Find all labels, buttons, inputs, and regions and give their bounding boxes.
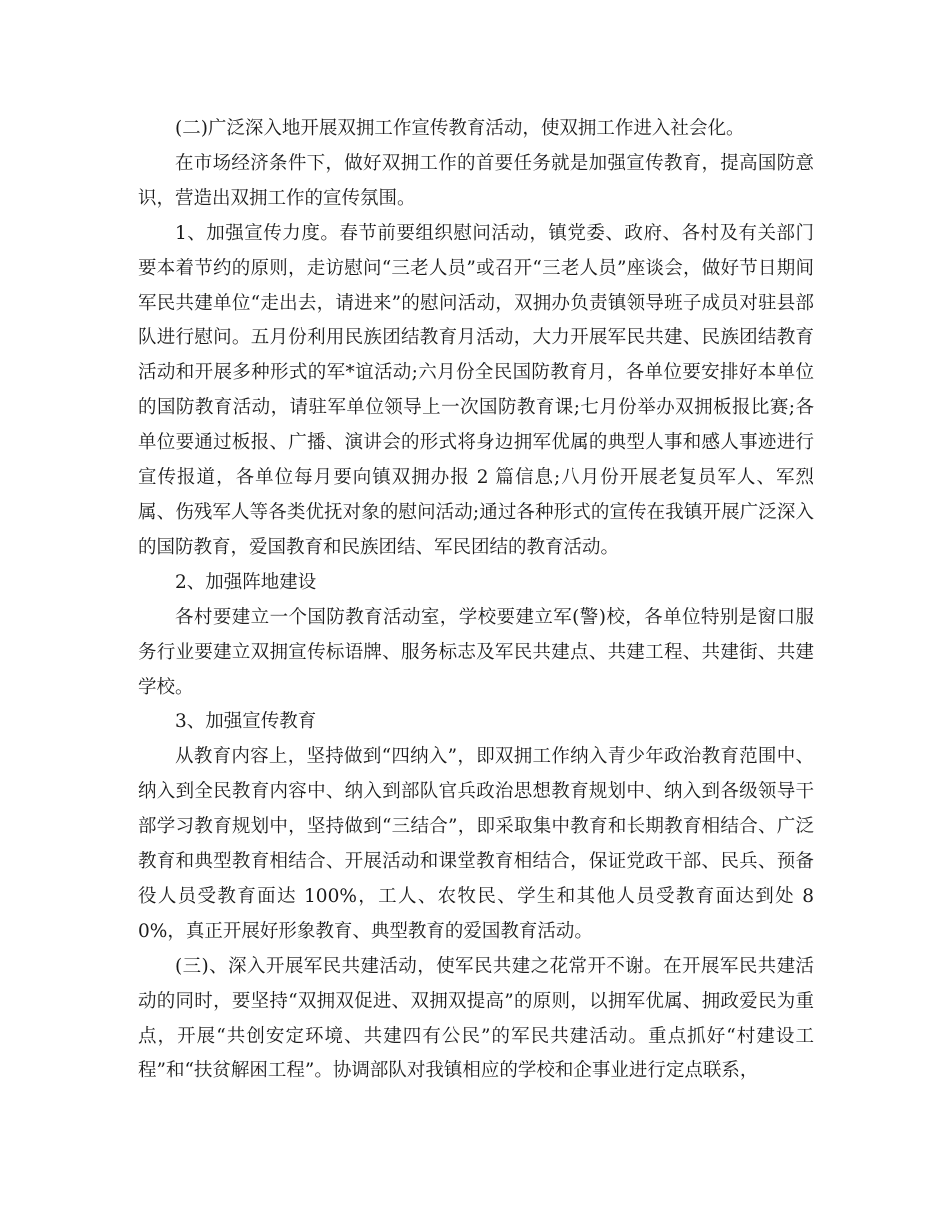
paragraph: 在市场经济条件下，做好双拥工作的首要任务就是加强宣传教育，提高国防意识，营造出双拥工作的宣传氛围。 [138, 152, 814, 209]
section-heading-2: (二)广泛深入地开展双拥工作宣传教育活动，使双拥工作进入社会化。 [175, 118, 745, 139]
section-heading-3: (三)、深入开展军民共建活动，使军民共建之花常开不谢。在开展军民共建活动的同时，要坚持“双拥双促进、双拥双提高”的原则，以拥军优属、拥政爱民为重点，开展“共创安定环境、共建四有公民”的军民共建活动。重点抓好“村建设工程”和“扶贫解困工程”。协调部队对我镇相应的学校和企事业进行定点联系， [138, 955, 814, 1082]
paragraph: 从教育内容上，坚持做到“四纳入”，即双拥工作纳入青少年政治教育范围中、纳入到全民教育内容中、纳入到部队官兵政治思想教育规划中、纳入到各级领导干部学习教育规划中，坚持做到“三结合”，即采取集中教育和长期教育相结合、广泛教育和典型教育相结合、开展活动和课堂教育相结合，保证党政干部、民兵、预备役人员受教育面达 100%，工人、农牧民、学生和其他人员受教育面达到处 80%，真正开展好形象教育、典型教育的爱国教育活动。 [138, 746, 814, 942]
document-body [138, 112, 814, 1089]
paragraph: 1、加强宣传力度。春节前要组织慰问活动，镇党委、政府、各村及有关部门要本着节约的原则，走访慰问“三老人员”或召开“三老人员”座谈会，做好节日期间军民共建单位“走出去，请进来”的慰问活动，双拥办负责镇领导班子成员对驻县部队进行慰问。五月份利用民族团结教育月活动，大力开展军民共建、民族团结教育活动和开展多种形式的军*谊活动;六月份全民国防教育月，各单位要安排好本单位的国防教育活动，请驻军单位领导上一次国防教育课;七月份举办双拥板报比赛;各单位要通过板报、广播、演讲会的形式将身边拥军优属的典型人事和感人事迹进行宣传报道，各单位每月要向镇双拥办报 2 篇信息;八月份开展老复员军人、军烈属、伤残军人等各类优抚对象的慰问活动;通过各种形式的宣传在我镇开展广泛深入的国防教育，爱国教育和民族团结、军民团结的教育活动。 [138, 222, 814, 558]
subheading: 3、加强宣传教育 [175, 711, 317, 733]
subheading: 2、加强阵地建设 [175, 571, 317, 593]
paragraph: 各村要建立一个国防教育活动室，学校要建立军(警)校，各单位特别是窗口服务行业要建立双拥宣传标语牌、服务标志及军民共建点、共建工程、共建街、共建学校。 [138, 606, 814, 698]
